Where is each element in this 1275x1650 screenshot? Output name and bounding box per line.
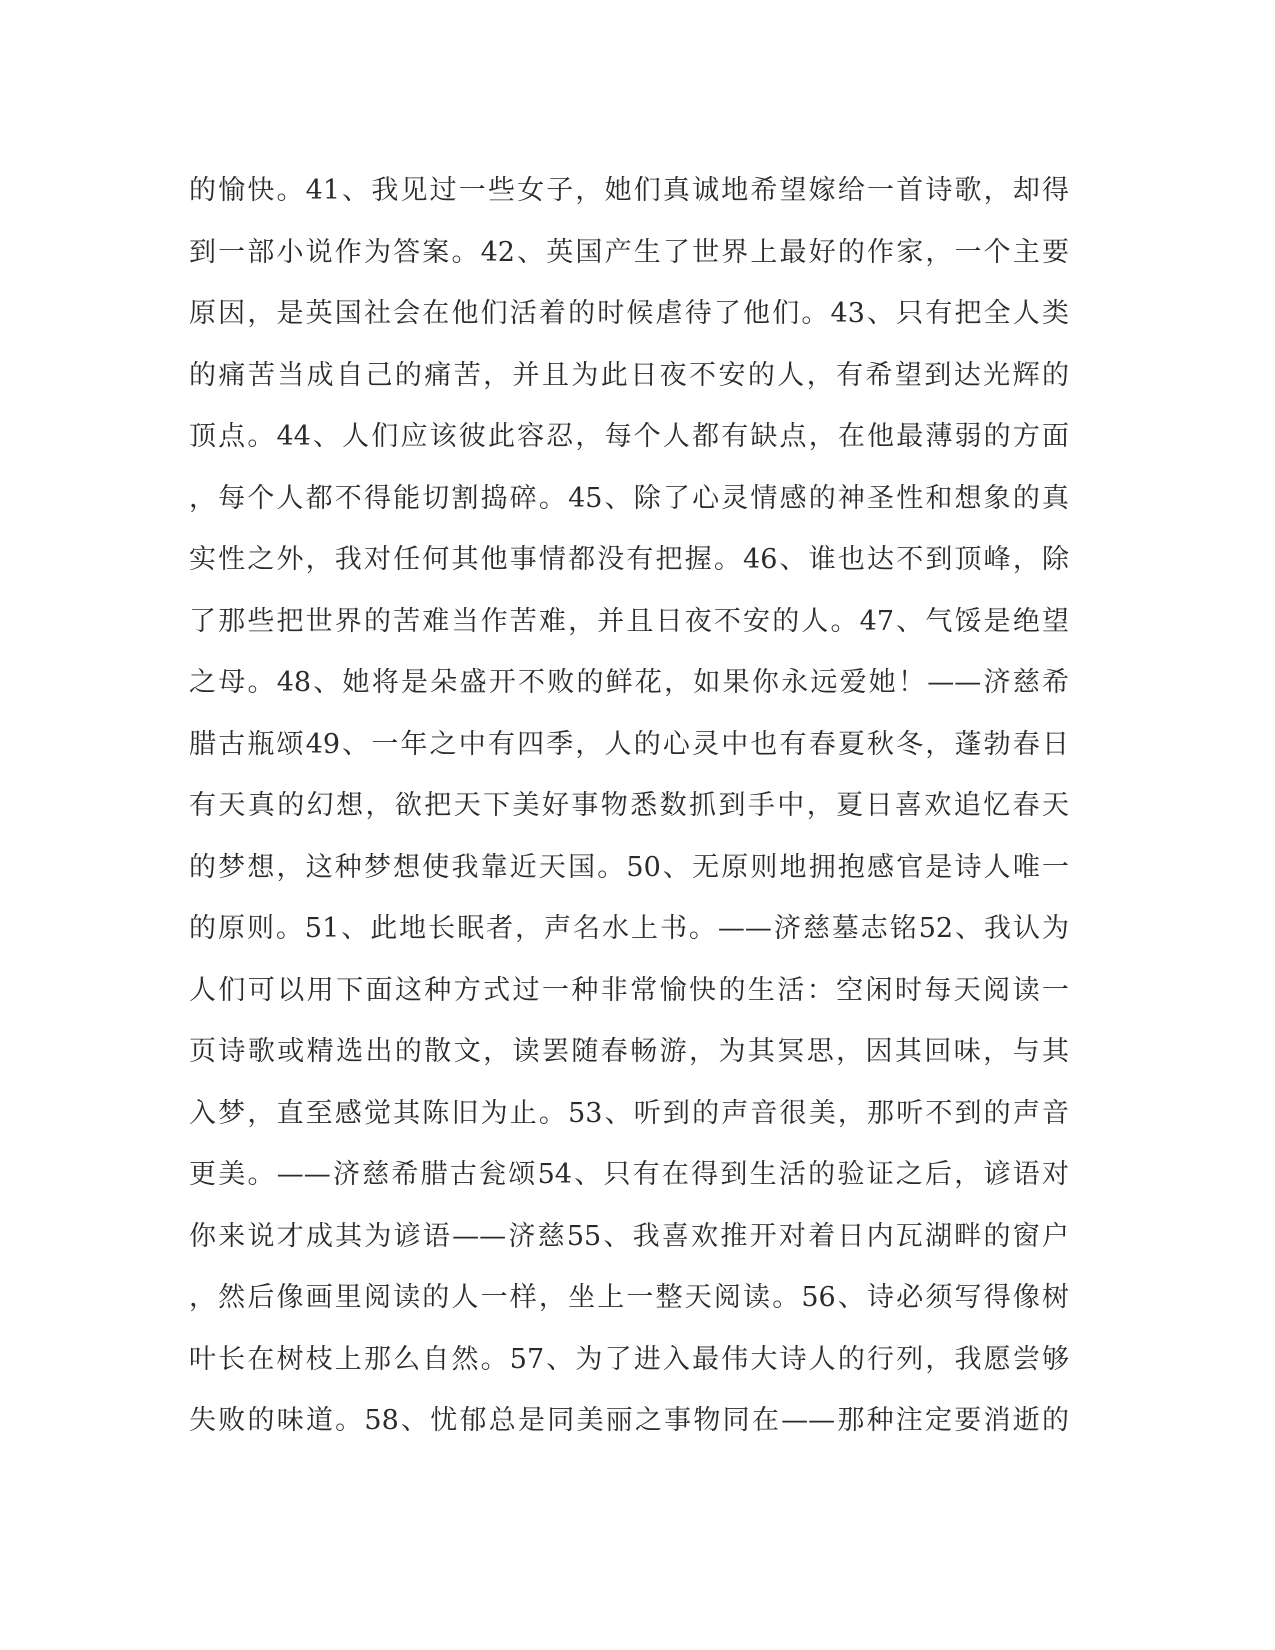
text-line: 页诗歌或精选出的散文，读罢随春畅游，为其冥思，因其回味，与其 bbox=[189, 1036, 1069, 1067]
text-line: 原因，是英国社会在他们活着的时候虐待了他们。43、只有把全人类 bbox=[189, 298, 1069, 329]
text-line: 顶点。44、人们应该彼此容忍，每个人都有缺点，在他最薄弱的方面 bbox=[189, 421, 1069, 452]
text-line: 叶长在树枝上那么自然。57、为了进入最伟大诗人的行列，我愿尝够 bbox=[189, 1343, 1069, 1375]
text-line: 失败的味道。58、忧郁总是同美丽之事物同在——那种注定要消逝的 bbox=[189, 1405, 1069, 1436]
text-line: 有天真的幻想，欲把天下美好事物悉数抓到手中，夏日喜欢追忆春天 bbox=[189, 790, 1069, 821]
text-line: 到一部小说作为答案。42、英国产生了世界上最好的作家，一个主要 bbox=[189, 236, 1069, 268]
text-line: ，每个人都不得能切割捣碎。45、除了心灵情感的神圣性和想象的真 bbox=[189, 482, 1069, 514]
text-line: 你来说才成其为谚语——济慈55、我喜欢推开对着日内瓦湖畔的窗户 bbox=[189, 1220, 1069, 1252]
text-line: 入梦，直至感觉其陈旧为止。53、听到的声音很美，那听不到的声音 bbox=[189, 1097, 1069, 1129]
text-line: 实性之外，我对任何其他事情都没有把握。46、谁也达不到顶峰，除 bbox=[189, 544, 1069, 575]
text-line: 腊古瓶颂49、一年之中有四季，人的心灵中也有春夏秋冬，蓬勃春日 bbox=[189, 728, 1069, 760]
text-line: 的原则。51、此地长眠者，声名水上书。——济慈墓志铭52、我认为 bbox=[189, 913, 1069, 944]
text-line: 了那些把世界的苦难当作苦难，并且日夜不安的人。47、气馁是绝望 bbox=[189, 605, 1069, 637]
text-line: ，然后像画里阅读的人一样，坐上一整天阅读。56、诗必须写得像树 bbox=[189, 1282, 1069, 1313]
text-line: 之母。48、她将是朵盛开不败的鲜花，如果你永远爱她！——济慈希 bbox=[189, 667, 1069, 698]
body-text bbox=[189, 160, 1069, 1452]
text-line: 的梦想，这种梦想使我靠近天国。50、无原则地拥抱感官是诗人唯一 bbox=[189, 851, 1069, 883]
text-line: 人们可以用下面这种方式过一种非常愉快的生活：空闲时每天阅读一 bbox=[189, 974, 1069, 1006]
text-line: 的愉快。41、我见过一些女子，她们真诚地希望嫁给一首诗歌，却得 bbox=[189, 175, 1069, 206]
text-line: 更美。——济慈希腊古瓮颂54、只有在得到生活的验证之后，谚语对 bbox=[189, 1159, 1069, 1190]
text-line: 的痛苦当成自己的痛苦，并且为此日夜不安的人，有希望到达光辉的 bbox=[189, 359, 1069, 391]
